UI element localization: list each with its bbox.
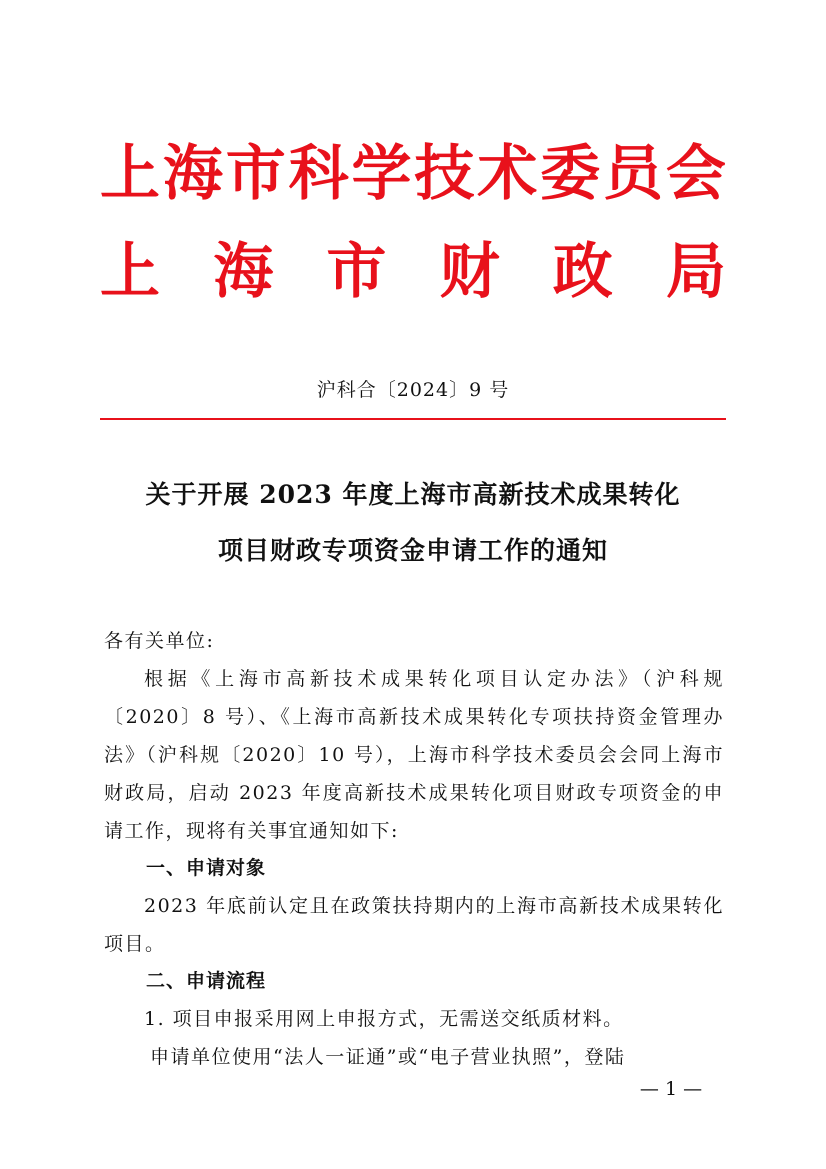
issuer-char: 市 [225, 139, 286, 209]
issuer-char: 上 [100, 237, 160, 307]
issuer-char: 会 [665, 139, 726, 209]
issuer-char: 员 [603, 139, 663, 209]
issuer-char: 学 [351, 139, 412, 209]
section-heading-applicants: 一、申请对象 [146, 857, 267, 879]
issuer-char: 海 [213, 237, 274, 307]
issuer-char: 委 [540, 139, 601, 209]
red-divider [100, 418, 726, 420]
process-login-text: 申请单位使用“法人一证通”或“电子营业执照”，登陆 [150, 1046, 626, 1068]
issuer-char: 上 [100, 139, 160, 209]
issuer-char: 市 [326, 237, 387, 307]
greeting: 各有关单位: [104, 630, 215, 652]
issuer-char: 财 [439, 237, 500, 307]
document-title-line1: 关于开展 2023 年度上海市高新技术成果转化 [145, 480, 681, 509]
issuer-char: 局 [665, 237, 726, 307]
issuer-char: 政 [552, 237, 613, 307]
issuer-char: 术 [477, 139, 538, 209]
document-title-line2: 项目财政专项资金申请工作的通知 [217, 536, 608, 565]
issuer-name-line2 [100, 236, 726, 308]
issuer-char: 技 [414, 139, 475, 209]
issuer-name-line1 [100, 138, 726, 210]
section-text-applicants: 2023 年底前认定且在政策扶持期内的上海市高新技术成果转化项目。 [104, 895, 724, 955]
section-heading-process: 二、申请流程 [146, 970, 267, 992]
intro-paragraph: 根据《上海市高新技术成果转化项目认定办法》（沪科规〔2020〕8 号）、《上海市高新技术成果转化专项扶持资金管理办法》（沪科规〔2020〕10 号），上海市科学技术委员会会同上海市财政局，启动 2023 年度高新技术成果转化项目财政专项资金的申请工作，现将有关事宜通知如下: [104, 668, 724, 842]
process-step-1: 1. 项目申报采用网上申报方式，无需送交纸质材料。 [144, 1008, 624, 1030]
issuer-char: 科 [288, 139, 349, 209]
issuer-char: 海 [162, 139, 223, 209]
page-number: — 1 — [639, 1078, 703, 1100]
document-number: 沪科合〔2024〕9 号 [316, 379, 510, 401]
